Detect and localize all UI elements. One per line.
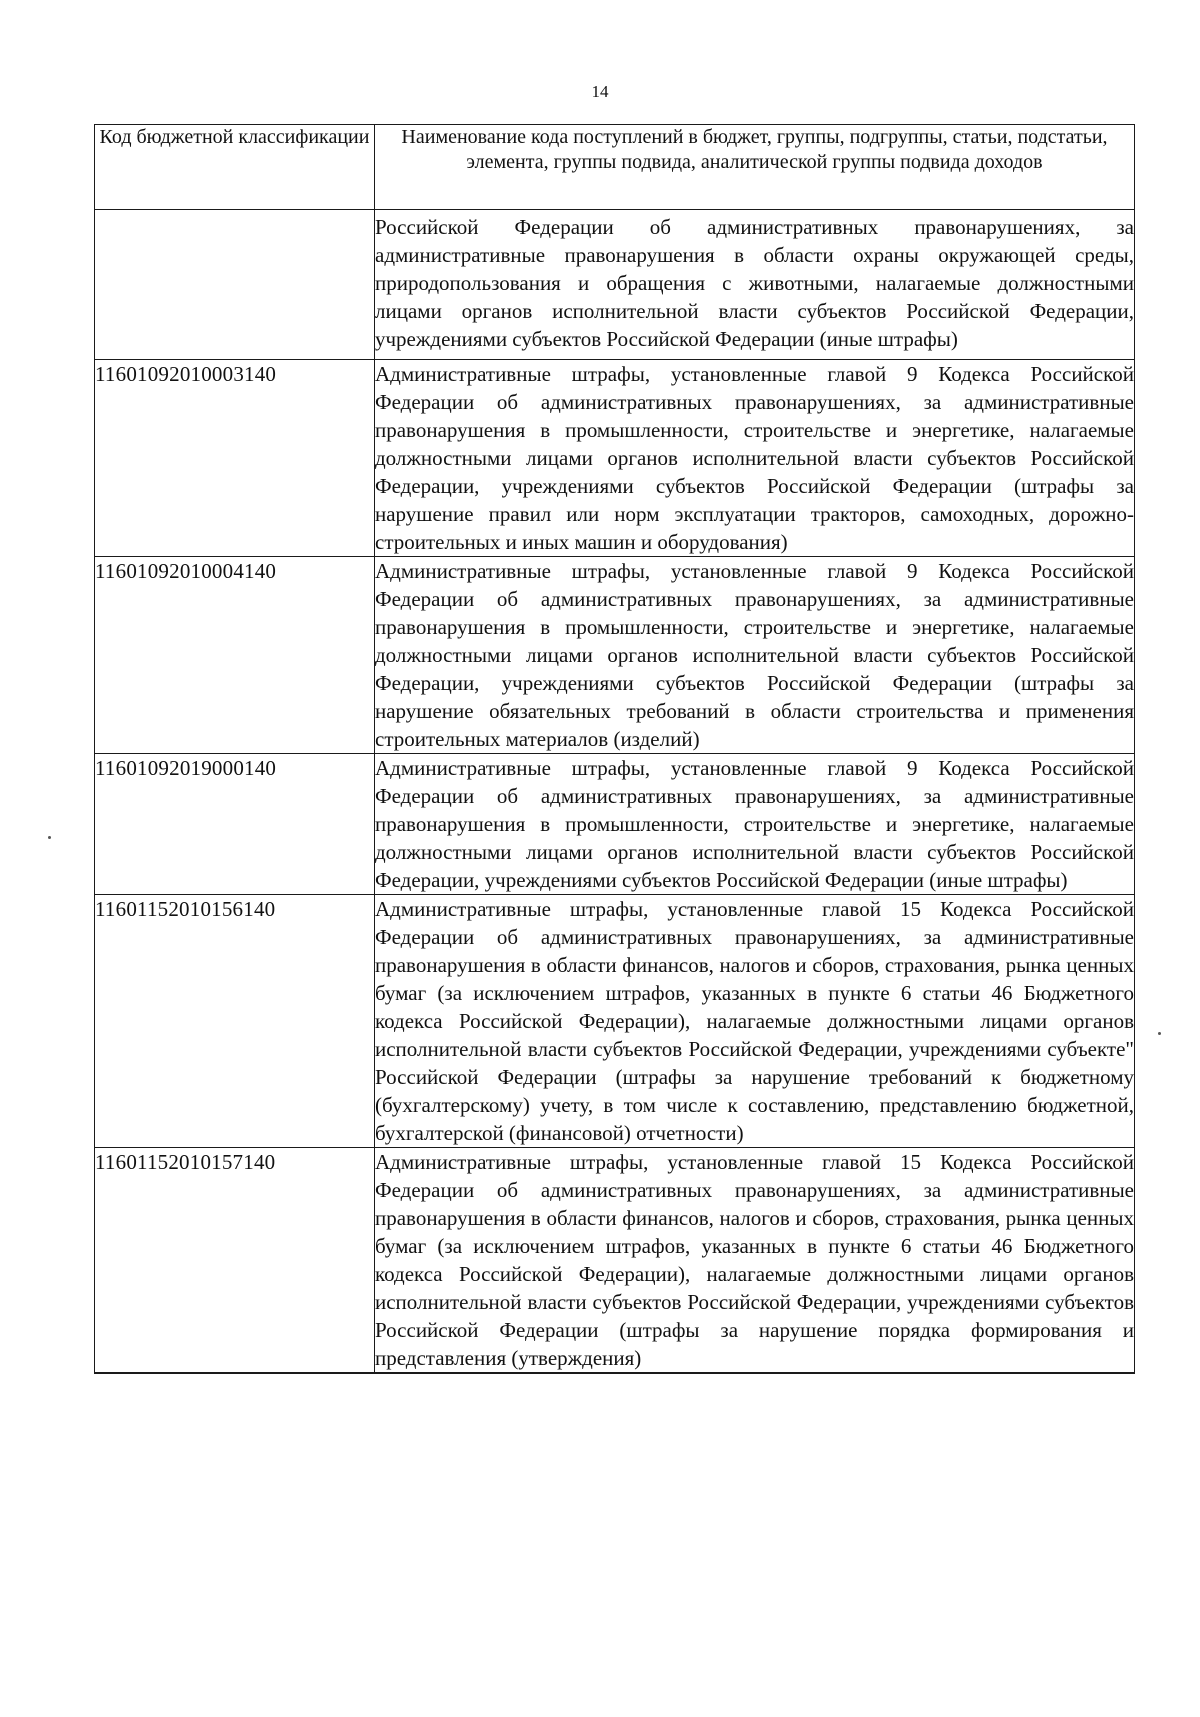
row-name: Административные штрафы, установленные главой 15 Кодекса Российской Федерации об административных правонарушениях, за административные правонарушения в области финансов, налогов и сборов, страхования, рынка ценных бумаг (за исключением штрафов, указанных в пункте 6 статьи 46 Бюджетного кодекса Российской Федерации), налагаемые должностными лицами органов исполнительной власти субъектов Российской Федерации, учреждениями субъектов Российской Федерации (штрафы за нарушение порядка формирования и представления (утверждения) <box>375 1148 1135 1374</box>
table-row <box>95 360 1135 557</box>
scan-speck <box>1158 1032 1161 1035</box>
page-number: 14 <box>591 82 609 101</box>
table-row <box>95 754 1135 895</box>
budget-classification-table <box>94 124 1135 1374</box>
row-code: 11601092019000140 <box>95 754 375 895</box>
header-code-column: Код бюджетной классификации <box>95 125 375 210</box>
table-row <box>95 895 1135 1148</box>
table-row <box>95 1148 1135 1374</box>
table-row <box>95 557 1135 754</box>
row-code <box>95 210 375 360</box>
table-header-row <box>95 125 1135 210</box>
row-code: 11601092010003140 <box>95 360 375 557</box>
scan-speck <box>48 836 51 839</box>
table-row <box>95 210 1135 360</box>
row-code: 11601092010004140 <box>95 557 375 754</box>
row-name: Административные штрафы, установленные главой 15 Кодекса Российской Федерации об административных правонарушениях, за административные правонарушения в области финансов, налогов и сборов, страхования, рынка ценных бумаг (за исключением штрафов, указанных в пункте 6 статьи 46 Бюджетного кодекса Российской Федерации), налагаемые должностными лицами органов исполнительной власти субъектов Российской Федерации, учреждениями субъекте" Российской Федерации (штрафы за нарушение требований к бюджетному (бухгалтерскому) учету, в том числе к составлению, представлению бюджетной, бухгалтерской (финансовой) отчетности) <box>375 895 1135 1148</box>
row-code: 11601152010156140 <box>95 895 375 1148</box>
row-code: 11601152010157140 <box>95 1148 375 1374</box>
row-name: Российской Федерации об административных правонарушениях, за административные правонарушения в области охраны окружающей среды, природопользования и обращения с животными, налагаемые должностными лицами органов исполнительной власти субъектов Российской Федерации, учреждениями субъектов Российской Федерации (иные штрафы) <box>375 210 1135 360</box>
row-name: Административные штрафы, установленные главой 9 Кодекса Российской Федерации об административных правонарушениях, за административные правонарушения в промышленности, строительстве и энергетике, налагаемые должностными лицами органов исполнительной власти субъектов Российской Федерации, учреждениями субъектов Российской Федерации (иные штрафы) <box>375 754 1135 895</box>
row-name: Административные штрафы, установленные главой 9 Кодекса Российской Федерации об административных правонарушениях, за административные правонарушения в промышленности, строительстве и энергетике, налагаемые должностными лицами органов исполнительной власти субъектов Российской Федерации, учреждениями субъектов Российской Федерации (штрафы за нарушение обязательных требований в области строительства и применения строительных материалов (изделий) <box>375 557 1135 754</box>
row-name: Административные штрафы, установленные главой 9 Кодекса Российской Федерации об административных правонарушениях, за административные правонарушения в промышленности, строительстве и энергетике, налагаемые должностными лицами органов исполнительной власти субъектов Российской Федерации, учреждениями субъектов Российской Федерации (штрафы за нарушение правил или норм эксплуатации тракторов, самоходных, дорожно-строительных и иных машин и оборудования) <box>375 360 1135 557</box>
header-name-column: Наименование кода поступлений в бюджет, группы, подгруппы, статьи, подстатьи, элемента, группы подвида, аналитической группы подвида доходов <box>375 125 1135 210</box>
